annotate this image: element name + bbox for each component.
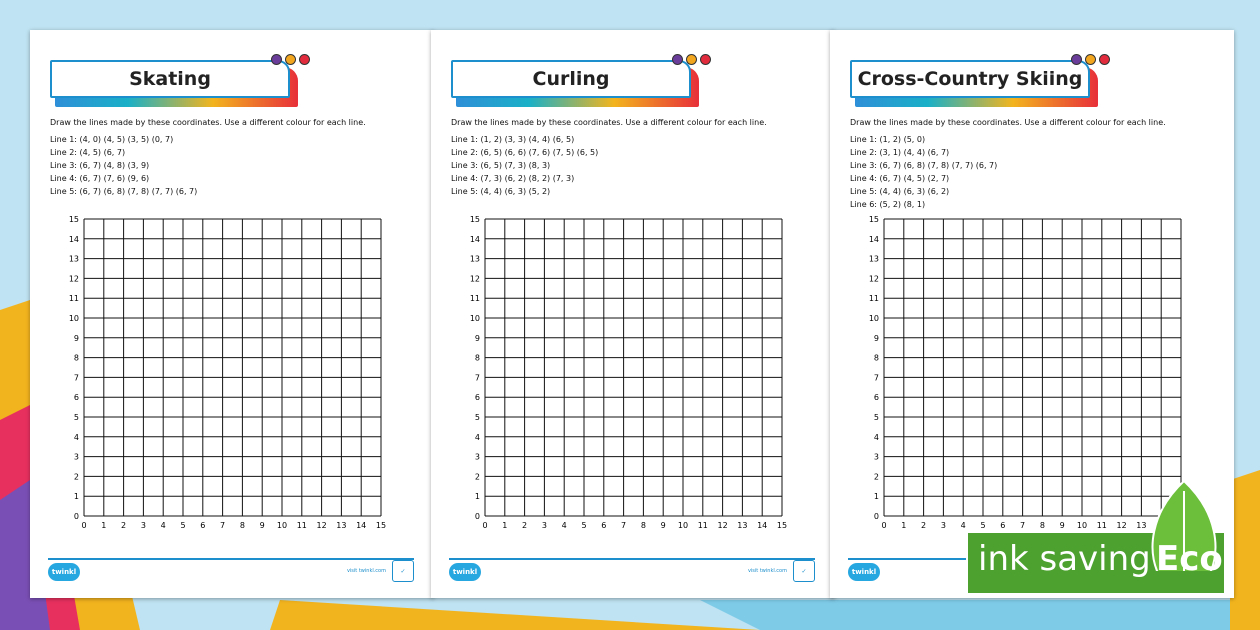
line-instruction: Line 6: (5, 2) (8, 1) [850,200,926,209]
y-tick-label: 8 [474,353,480,363]
x-tick-label: 10 [1076,521,1088,530]
line-instruction: Line 5: (4, 4) (6, 3) (5, 2) [451,187,551,196]
y-tick-label: 6 [73,393,79,403]
x-tick-label: 10 [276,521,288,530]
x-tick-label: 9 [259,521,265,530]
line-instruction: Line 4: (6, 7) (7, 6) (9, 6) [50,174,150,183]
y-tick-label: 10 [469,314,480,323]
line-instruction: Line 5: (4, 4) (6, 3) (6, 2) [850,187,950,196]
x-tick-label: 12 [717,521,728,530]
line-instruction: Line 1: (4, 0) (4, 5) (3, 5) (0, 7) [50,135,174,144]
x-tick-label: 3 [541,521,547,530]
check-badge-icon: ✓ [793,560,815,582]
x-tick-label: 9 [660,521,666,530]
worksheet-title: Curling [532,68,610,90]
instructions: Draw the lines made by these coordinates. Use a different colour for each line. [50,118,366,127]
y-tick-label: 0 [873,512,879,521]
y-tick-label: 3 [873,452,879,462]
x-tick-label: 4 [960,521,966,530]
check-badge-icon: ✓ [392,560,414,582]
x-tick-label: 14 [757,521,768,530]
y-tick-label: 9 [474,333,480,343]
instructions: Draw the lines made by these coordinates. Use a different colour for each line. [850,118,1166,127]
twinkl-logo: twinkl [848,563,880,581]
x-tick-label: 8 [239,521,245,530]
y-tick-label: 2 [873,472,879,482]
y-tick-label: 13 [469,254,480,264]
x-tick-label: 9 [1059,521,1065,530]
y-tick-label: 15 [469,215,480,224]
y-tick-label: 6 [873,393,879,403]
x-tick-label: 5 [980,521,986,530]
y-tick-label: 12 [469,274,480,284]
y-tick-label: 14 [68,234,79,244]
x-tick-label: 12 [316,521,327,530]
y-tick-label: 11 [868,294,879,304]
x-tick-label: 6 [601,521,607,530]
y-tick-label: 1 [73,492,79,502]
twinkl-logo: twinkl [449,563,481,581]
coordinate-grid [431,30,835,598]
worksheet-curling [431,30,835,598]
y-tick-label: 7 [73,373,79,383]
twinkl-logo: twinkl [48,563,80,581]
x-tick-label: 2 [921,521,927,530]
y-tick-label: 7 [873,373,879,383]
x-tick-label: 1 [101,521,107,530]
line-instruction: Line 2: (6, 5) (6, 6) (7, 6) (7, 5) (6, 5) [451,148,599,157]
y-tick-label: 11 [469,294,480,304]
y-tick-label: 6 [474,393,480,403]
x-tick-label: 3 [140,521,146,530]
x-tick-label: 6 [1000,521,1006,530]
x-tick-label: 1 [901,521,907,530]
x-tick-label: 7 [1020,521,1026,530]
y-tick-label: 13 [868,254,879,264]
y-tick-label: 0 [73,512,79,521]
x-tick-label: 4 [160,521,166,530]
x-tick-label: 15 [375,521,387,530]
x-tick-label: 11 [1096,521,1107,530]
worksheet-title: Cross-Country Skiing [857,68,1083,90]
x-tick-label: 1 [502,521,508,530]
line-instruction: Line 4: (6, 7) (4, 5) (2, 7) [850,174,950,183]
y-tick-label: 1 [873,492,879,502]
line-instruction: Line 4: (7, 3) (6, 2) (8, 2) (7, 3) [451,174,575,183]
x-tick-label: 14 [356,521,367,530]
y-tick-label: 5 [873,413,879,422]
y-tick-label: 9 [73,333,79,343]
x-tick-label: 0 [482,521,488,530]
y-tick-label: 4 [873,432,879,442]
y-tick-label: 13 [68,254,79,264]
x-tick-label: 5 [581,521,587,530]
footer [48,558,414,588]
line-instruction: Line 3: (6, 7) (4, 8) (3, 9) [50,161,150,170]
x-tick-label: 0 [881,521,887,530]
x-tick-label: 15 [776,521,788,530]
line-instruction: Line 2: (4, 5) (6, 7) [50,148,126,157]
y-tick-label: 11 [68,294,79,304]
x-tick-label: 8 [640,521,646,530]
eco-text: ink saving [978,539,1151,579]
eco-label: Eco [1156,539,1223,579]
y-tick-label: 9 [873,333,879,343]
line-instruction: Line 1: (1, 2) (3, 3) (4, 4) (6, 5) [451,135,575,144]
y-tick-label: 4 [474,432,480,442]
y-tick-label: 2 [73,472,79,482]
x-tick-label: 10 [677,521,689,530]
x-tick-label: 11 [296,521,307,530]
instructions: Draw the lines made by these coordinates. Use a different colour for each line. [451,118,767,127]
worksheet-title: Skating [129,68,211,90]
y-tick-label: 5 [474,413,480,422]
y-tick-label: 15 [68,215,79,224]
y-tick-label: 0 [474,512,480,521]
line-instruction: Line 5: (6, 7) (6, 8) (7, 8) (7, 7) (6, 7) [50,187,198,196]
y-tick-label: 5 [73,413,79,422]
y-tick-label: 8 [873,353,879,363]
y-tick-label: 14 [868,234,879,244]
footer [449,558,815,588]
x-tick-label: 5 [180,521,186,530]
x-tick-label: 2 [522,521,528,530]
x-tick-label: 6 [200,521,206,530]
line-instruction: Line 2: (3, 1) (4, 4) (6, 7) [850,148,950,157]
y-tick-label: 10 [68,314,79,323]
line-instruction: Line 3: (6, 7) (6, 8) (7, 8) (7, 7) (6, 7) [850,161,998,170]
y-tick-label: 1 [474,492,480,502]
x-tick-label: 0 [81,521,87,530]
worksheet-skating [30,30,434,598]
x-tick-label: 2 [121,521,127,530]
x-tick-label: 13 [336,521,347,530]
x-tick-label: 4 [561,521,567,530]
line-instruction: Line 3: (6, 5) (7, 3) (8, 3) [451,161,551,170]
y-tick-label: 12 [868,274,879,284]
y-tick-label: 4 [73,432,79,442]
line-instruction: Line 1: (1, 2) (5, 0) [850,135,926,144]
y-tick-label: 7 [474,373,480,383]
y-tick-label: 10 [868,314,879,323]
y-tick-label: 2 [474,472,480,482]
y-tick-label: 8 [73,353,79,363]
x-tick-label: 7 [621,521,627,530]
x-tick-label: 11 [697,521,708,530]
x-tick-label: 7 [220,521,226,530]
y-tick-label: 15 [868,215,879,224]
x-tick-label: 13 [1136,521,1147,530]
x-tick-label: 8 [1039,521,1045,530]
coordinate-grid [30,30,434,598]
visit-link: visit twinkl.com [747,568,787,574]
y-tick-label: 12 [68,274,79,284]
y-tick-label: 3 [73,452,79,462]
y-tick-label: 3 [474,452,480,462]
ink-saving-eco-banner [966,531,1230,595]
y-tick-label: 14 [469,234,480,244]
x-tick-label: 12 [1116,521,1127,530]
x-tick-label: 13 [737,521,748,530]
visit-link: visit twinkl.com [346,568,386,574]
x-tick-label: 3 [940,521,946,530]
